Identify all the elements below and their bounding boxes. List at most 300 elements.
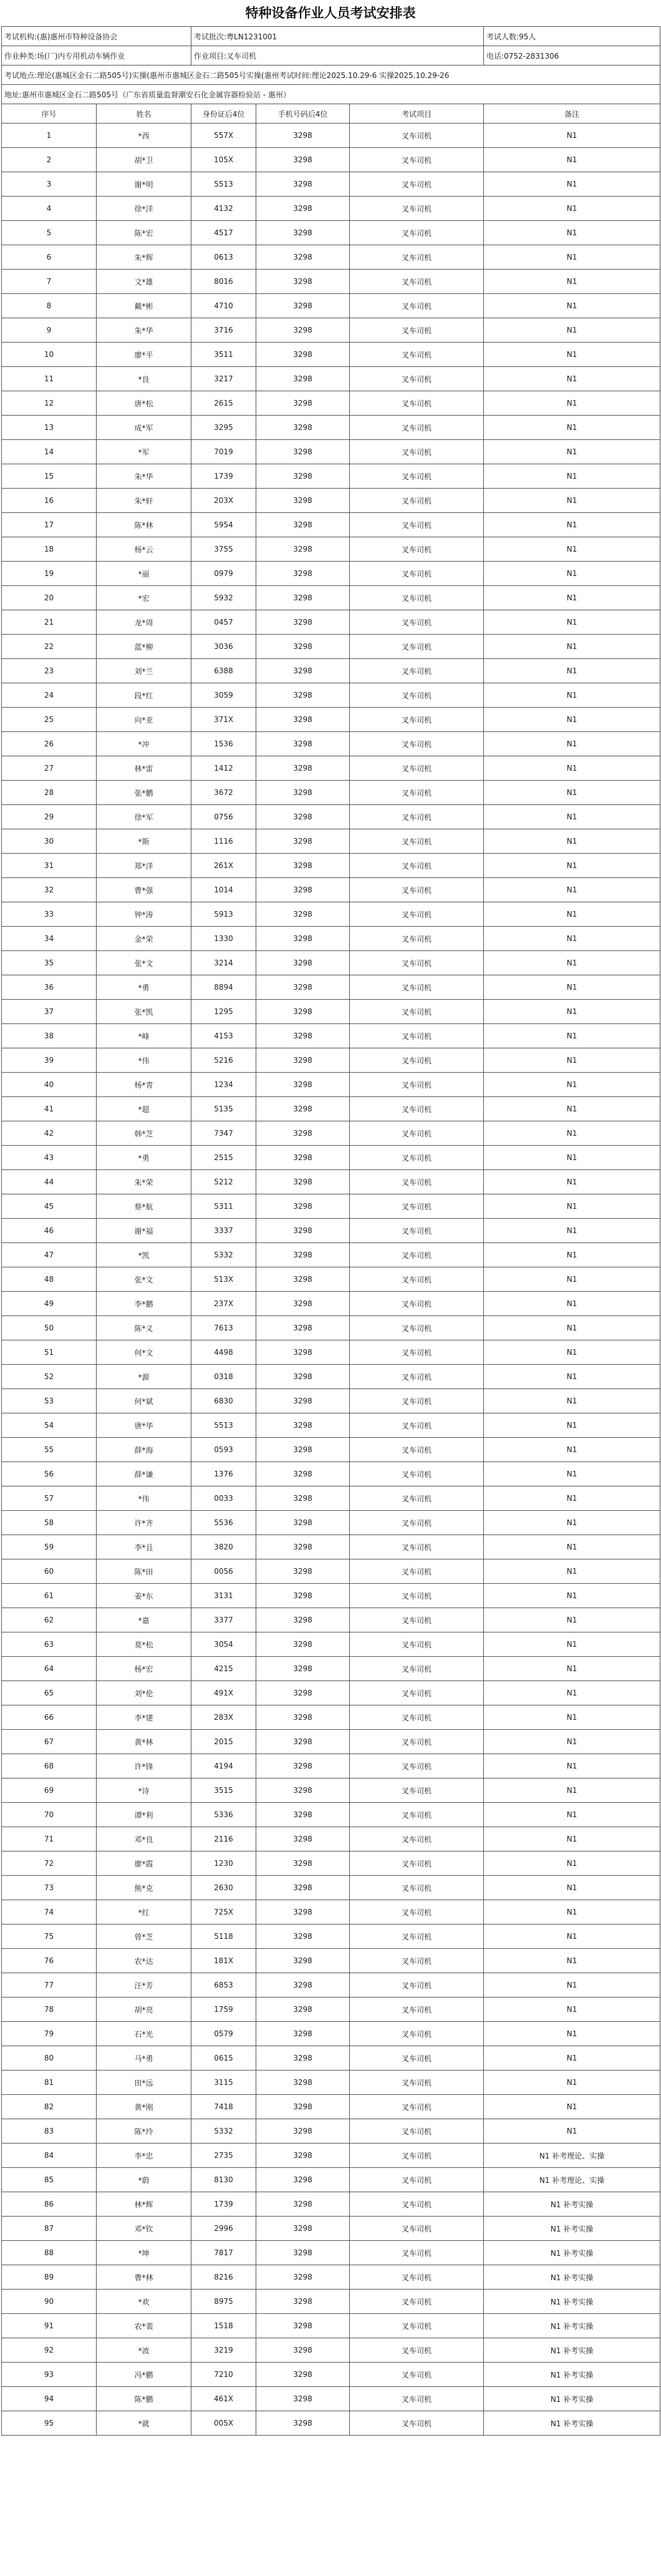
row-number: 76 bbox=[2, 1949, 97, 1973]
row-name: 谢*明 bbox=[97, 172, 191, 197]
row-remark: N1 bbox=[484, 416, 660, 440]
row-id-last4: 5513 bbox=[191, 1413, 256, 1438]
row-remark: N1 bbox=[484, 1486, 660, 1511]
row-name: *峰 bbox=[97, 1024, 191, 1048]
row-number: 36 bbox=[2, 975, 97, 1000]
row-project: 叉车司机 bbox=[350, 367, 484, 391]
row-number: 23 bbox=[2, 659, 97, 683]
row-remark: N1 bbox=[484, 1535, 660, 1559]
row-number: 39 bbox=[2, 1048, 97, 1073]
exam-batch: 考试批次:粤LN1231001 bbox=[191, 27, 484, 46]
row-remark: N1 bbox=[484, 124, 660, 148]
table-row bbox=[2, 1048, 660, 1073]
row-phone-last4: 3298 bbox=[256, 367, 350, 391]
row-phone-last4: 3298 bbox=[256, 2387, 350, 2411]
row-name: 戴*彬 bbox=[97, 294, 191, 318]
row-phone-last4: 3298 bbox=[256, 1778, 350, 1803]
row-phone-last4: 3298 bbox=[256, 124, 350, 148]
table-row bbox=[2, 1121, 660, 1146]
row-phone-last4: 3298 bbox=[256, 416, 350, 440]
row-id-last4: 0318 bbox=[191, 1365, 256, 1389]
row-id-last4: 6853 bbox=[191, 1973, 256, 1998]
row-remark: N1 bbox=[484, 172, 660, 197]
row-project: 叉车司机 bbox=[350, 1097, 484, 1121]
row-phone-last4: 3298 bbox=[256, 1827, 350, 1852]
table-row bbox=[2, 1803, 660, 1827]
row-name: *就 bbox=[97, 2411, 191, 2436]
table-row bbox=[2, 1827, 660, 1852]
row-phone-last4: 3298 bbox=[256, 1121, 350, 1146]
row-remark: N1 bbox=[484, 610, 660, 635]
row-number: 65 bbox=[2, 1681, 97, 1705]
row-id-last4: 3054 bbox=[191, 1632, 256, 1657]
col-header-phone: 手机号码后4位 bbox=[256, 104, 350, 124]
row-project: 叉车司机 bbox=[350, 2411, 484, 2436]
table-row bbox=[2, 391, 660, 416]
table-row bbox=[2, 1925, 660, 1949]
row-phone-last4: 3298 bbox=[256, 756, 350, 781]
row-name: 李*且 bbox=[97, 1535, 191, 1559]
row-id-last4: 261X bbox=[191, 854, 256, 878]
table-row bbox=[2, 172, 660, 197]
row-project: 叉车司机 bbox=[350, 294, 484, 318]
row-name: 农*达 bbox=[97, 1949, 191, 1973]
row-phone-last4: 3298 bbox=[256, 2411, 350, 2436]
table-row bbox=[2, 683, 660, 708]
row-number: 95 bbox=[2, 2411, 97, 2436]
row-project: 叉车司机 bbox=[350, 1949, 484, 1973]
row-phone-last4: 3298 bbox=[256, 586, 350, 610]
row-name: 廖*平 bbox=[97, 343, 191, 367]
row-name: 李*鹏 bbox=[97, 1292, 191, 1316]
row-project: 叉车司机 bbox=[350, 1511, 484, 1535]
row-name: 杨*宏 bbox=[97, 1657, 191, 1681]
row-number: 49 bbox=[2, 1292, 97, 1316]
row-number: 33 bbox=[2, 902, 97, 927]
table-row bbox=[2, 635, 660, 659]
row-project: 叉车司机 bbox=[350, 1730, 484, 1754]
table-row bbox=[2, 318, 660, 343]
row-id-last4: 5135 bbox=[191, 1097, 256, 1121]
row-name: 龙*周 bbox=[97, 610, 191, 635]
row-id-last4: 3059 bbox=[191, 683, 256, 708]
row-number: 64 bbox=[2, 1657, 97, 1681]
row-project: 叉车司机 bbox=[350, 2144, 484, 2168]
row-id-last4: 3672 bbox=[191, 781, 256, 805]
row-name: *冲 bbox=[97, 732, 191, 756]
row-number: 93 bbox=[2, 2363, 97, 2387]
row-phone-last4: 3298 bbox=[256, 1340, 350, 1365]
row-number: 91 bbox=[2, 2314, 97, 2338]
row-remark: N1 bbox=[484, 1073, 660, 1097]
row-remark: N1 bbox=[484, 2022, 660, 2046]
row-name: 成*军 bbox=[97, 416, 191, 440]
row-remark: N1 bbox=[484, 1657, 660, 1681]
row-remark: N1 补考实操 bbox=[484, 2363, 660, 2387]
row-project: 叉车司机 bbox=[350, 635, 484, 659]
row-phone-last4: 3298 bbox=[256, 2290, 350, 2314]
row-id-last4: 237X bbox=[191, 1292, 256, 1316]
table-row bbox=[2, 854, 660, 878]
row-id-last4: 1412 bbox=[191, 756, 256, 781]
row-number: 42 bbox=[2, 1121, 97, 1146]
row-number: 37 bbox=[2, 1000, 97, 1024]
col-header-no: 序号 bbox=[2, 104, 97, 124]
row-project: 叉车司机 bbox=[350, 2022, 484, 2046]
row-id-last4: 0579 bbox=[191, 2022, 256, 2046]
row-number: 48 bbox=[2, 1267, 97, 1292]
row-name: 杨*青 bbox=[97, 1073, 191, 1097]
row-id-last4: 7347 bbox=[191, 1121, 256, 1146]
row-phone-last4: 3298 bbox=[256, 1170, 350, 1194]
row-name: 许*锋 bbox=[97, 1754, 191, 1778]
row-remark: N1 补考实操 bbox=[484, 2387, 660, 2411]
row-phone-last4: 3298 bbox=[256, 1048, 350, 1073]
row-name: 石*光 bbox=[97, 2022, 191, 2046]
row-number: 81 bbox=[2, 2071, 97, 2095]
row-id-last4: 5332 bbox=[191, 2119, 256, 2144]
table-row bbox=[2, 2192, 660, 2217]
row-id-last4: 0457 bbox=[191, 610, 256, 635]
row-name: *凯 bbox=[97, 1243, 191, 1267]
table-row bbox=[2, 2241, 660, 2265]
row-id-last4: 725X bbox=[191, 1900, 256, 1925]
row-id-last4: 2630 bbox=[191, 1876, 256, 1900]
row-id-last4: 5913 bbox=[191, 902, 256, 927]
row-number: 52 bbox=[2, 1365, 97, 1389]
row-id-last4: 4710 bbox=[191, 294, 256, 318]
table-row bbox=[2, 1340, 660, 1365]
row-phone-last4: 3298 bbox=[256, 610, 350, 635]
row-number: 43 bbox=[2, 1146, 97, 1170]
col-header-project: 考试项目 bbox=[350, 104, 484, 124]
row-remark: N1 补考实操 bbox=[484, 2192, 660, 2217]
row-phone-last4: 3298 bbox=[256, 1413, 350, 1438]
row-id-last4: 8130 bbox=[191, 2168, 256, 2192]
row-project: 叉车司机 bbox=[350, 1243, 484, 1267]
row-number: 68 bbox=[2, 1754, 97, 1778]
table-row bbox=[2, 2095, 660, 2119]
row-id-last4: 0756 bbox=[191, 805, 256, 829]
row-project: 叉车司机 bbox=[350, 440, 484, 464]
row-phone-last4: 3298 bbox=[256, 1194, 350, 1219]
row-remark: N1 bbox=[484, 1584, 660, 1608]
row-number: 62 bbox=[2, 1608, 97, 1632]
row-project: 叉车司机 bbox=[350, 2338, 484, 2363]
row-project: 叉车司机 bbox=[350, 1608, 484, 1632]
row-number: 28 bbox=[2, 781, 97, 805]
row-phone-last4: 3298 bbox=[256, 2241, 350, 2265]
row-name: 刘*伦 bbox=[97, 1681, 191, 1705]
row-phone-last4: 3298 bbox=[256, 1000, 350, 1024]
row-number: 3 bbox=[2, 172, 97, 197]
row-phone-last4: 3298 bbox=[256, 1705, 350, 1730]
table-row bbox=[2, 1973, 660, 1998]
row-project: 叉车司机 bbox=[350, 197, 484, 221]
row-id-last4: 1014 bbox=[191, 878, 256, 902]
row-remark: N1 补考理论、实操 bbox=[484, 2168, 660, 2192]
table-row bbox=[2, 1778, 660, 1803]
row-id-last4: 1376 bbox=[191, 1462, 256, 1486]
row-id-last4: 1739 bbox=[191, 2192, 256, 2217]
table-row bbox=[2, 659, 660, 683]
table-row bbox=[2, 1438, 660, 1462]
row-phone-last4: 3298 bbox=[256, 1438, 350, 1462]
row-project: 叉车司机 bbox=[350, 2314, 484, 2338]
row-phone-last4: 3298 bbox=[256, 2168, 350, 2192]
row-number: 2 bbox=[2, 148, 97, 172]
row-project: 叉车司机 bbox=[350, 732, 484, 756]
row-id-last4: 5336 bbox=[191, 1803, 256, 1827]
row-remark: N1 bbox=[484, 927, 660, 951]
row-project: 叉车司机 bbox=[350, 708, 484, 732]
row-name: 邓*钦 bbox=[97, 2217, 191, 2241]
exam-org: 考试机构:(惠)惠州市特种设备协会 bbox=[2, 27, 191, 46]
row-remark: N1 bbox=[484, 1000, 660, 1024]
table-row bbox=[2, 586, 660, 610]
table-row bbox=[2, 1146, 660, 1170]
row-name: 林*辉 bbox=[97, 2192, 191, 2217]
row-project: 叉车司机 bbox=[350, 1681, 484, 1705]
row-phone-last4: 3298 bbox=[256, 197, 350, 221]
row-remark: N1 bbox=[484, 659, 660, 683]
row-project: 叉车司机 bbox=[350, 951, 484, 975]
row-remark: N1 bbox=[484, 854, 660, 878]
row-number: 78 bbox=[2, 1998, 97, 2022]
row-name: 黄*林 bbox=[97, 1730, 191, 1754]
row-phone-last4: 3298 bbox=[256, 1267, 350, 1292]
row-name: 马*勇 bbox=[97, 2046, 191, 2071]
row-project: 叉车司机 bbox=[350, 513, 484, 537]
row-id-last4: 4215 bbox=[191, 1657, 256, 1681]
row-phone-last4: 3298 bbox=[256, 440, 350, 464]
row-phone-last4: 3298 bbox=[256, 1900, 350, 1925]
table-row bbox=[2, 2265, 660, 2290]
row-id-last4: 3217 bbox=[191, 367, 256, 391]
row-remark: N1 bbox=[484, 1511, 660, 1535]
row-remark: N1 bbox=[484, 562, 660, 586]
row-remark: N1 bbox=[484, 1389, 660, 1413]
row-id-last4: 4132 bbox=[191, 197, 256, 221]
row-id-last4: 4153 bbox=[191, 1024, 256, 1048]
row-project: 叉车司机 bbox=[350, 1073, 484, 1097]
row-number: 6 bbox=[2, 245, 97, 270]
row-number: 90 bbox=[2, 2290, 97, 2314]
row-phone-last4: 3298 bbox=[256, 1803, 350, 1827]
row-name: *丽 bbox=[97, 562, 191, 586]
table-row bbox=[2, 245, 660, 270]
table-row bbox=[2, 464, 660, 489]
row-name: 陈*田 bbox=[97, 1559, 191, 1584]
row-name: 陈*义 bbox=[97, 1316, 191, 1340]
row-number: 1 bbox=[2, 124, 97, 148]
row-id-last4: 1234 bbox=[191, 1073, 256, 1097]
row-name: *斯 bbox=[97, 829, 191, 854]
row-name: 薛*海 bbox=[97, 1438, 191, 1462]
table-row bbox=[2, 562, 660, 586]
row-number: 35 bbox=[2, 951, 97, 975]
row-phone-last4: 3298 bbox=[256, 2265, 350, 2290]
row-name: 蓝*柳 bbox=[97, 635, 191, 659]
row-number: 20 bbox=[2, 586, 97, 610]
table-row bbox=[2, 489, 660, 513]
row-number: 82 bbox=[2, 2095, 97, 2119]
row-name: 蔡*航 bbox=[97, 1194, 191, 1219]
row-number: 72 bbox=[2, 1852, 97, 1876]
row-phone-last4: 3298 bbox=[256, 270, 350, 294]
row-number: 46 bbox=[2, 1219, 97, 1243]
table-row bbox=[2, 1681, 660, 1705]
table-row bbox=[2, 1511, 660, 1535]
row-name: *源 bbox=[97, 1365, 191, 1389]
row-project: 叉车司机 bbox=[350, 2071, 484, 2095]
row-number: 17 bbox=[2, 513, 97, 537]
row-project: 叉车司机 bbox=[350, 391, 484, 416]
table-row bbox=[2, 1657, 660, 1681]
row-phone-last4: 3298 bbox=[256, 1073, 350, 1097]
row-number: 19 bbox=[2, 562, 97, 586]
row-remark: N1 bbox=[484, 1243, 660, 1267]
row-id-last4: 5332 bbox=[191, 1243, 256, 1267]
row-project: 叉车司机 bbox=[350, 2387, 484, 2411]
table-row bbox=[2, 294, 660, 318]
col-header-remark: 备注 bbox=[484, 104, 660, 124]
row-id-last4: 3115 bbox=[191, 2071, 256, 2095]
row-phone-last4: 3298 bbox=[256, 1316, 350, 1340]
row-project: 叉车司机 bbox=[350, 2192, 484, 2217]
row-remark: N1 bbox=[484, 1462, 660, 1486]
row-id-last4: 461X bbox=[191, 2387, 256, 2411]
row-number: 60 bbox=[2, 1559, 97, 1584]
row-project: 叉车司机 bbox=[350, 805, 484, 829]
row-remark: N1 bbox=[484, 635, 660, 659]
row-number: 80 bbox=[2, 2046, 97, 2071]
row-project: 叉车司机 bbox=[350, 1121, 484, 1146]
row-remark: N1 bbox=[484, 318, 660, 343]
row-project: 叉车司机 bbox=[350, 1413, 484, 1438]
row-phone-last4: 3298 bbox=[256, 245, 350, 270]
row-phone-last4: 3298 bbox=[256, 2363, 350, 2387]
row-remark: N1 补考实操 bbox=[484, 2241, 660, 2265]
row-name: 朱*辉 bbox=[97, 245, 191, 270]
row-name: 郑*洋 bbox=[97, 854, 191, 878]
row-project: 叉车司机 bbox=[350, 1535, 484, 1559]
row-phone-last4: 3298 bbox=[256, 878, 350, 902]
row-name: 田*远 bbox=[97, 2071, 191, 2095]
row-number: 4 bbox=[2, 197, 97, 221]
row-number: 63 bbox=[2, 1632, 97, 1657]
row-id-last4: 3219 bbox=[191, 2338, 256, 2363]
row-remark: N1 bbox=[484, 781, 660, 805]
row-remark: N1 bbox=[484, 1219, 660, 1243]
row-phone-last4: 3298 bbox=[256, 2022, 350, 2046]
row-id-last4: 6830 bbox=[191, 1389, 256, 1413]
row-project: 叉车司机 bbox=[350, 1925, 484, 1949]
table-row bbox=[2, 1584, 660, 1608]
row-phone-last4: 3298 bbox=[256, 562, 350, 586]
row-remark: N1 补考实操 bbox=[484, 2411, 660, 2436]
row-id-last4: 2996 bbox=[191, 2217, 256, 2241]
row-project: 叉车司机 bbox=[350, 1170, 484, 1194]
row-id-last4: 1536 bbox=[191, 732, 256, 756]
row-phone-last4: 3298 bbox=[256, 1876, 350, 1900]
row-name: 朱*华 bbox=[97, 318, 191, 343]
row-phone-last4: 3298 bbox=[256, 2119, 350, 2144]
row-phone-last4: 3298 bbox=[256, 1292, 350, 1316]
row-number: 77 bbox=[2, 1973, 97, 1998]
row-project: 叉车司机 bbox=[350, 2168, 484, 2192]
row-project: 叉车司机 bbox=[350, 489, 484, 513]
table-row bbox=[2, 2022, 660, 2046]
table-row bbox=[2, 1535, 660, 1559]
row-name: 姜*东 bbox=[97, 1584, 191, 1608]
table-row bbox=[2, 732, 660, 756]
table-row bbox=[2, 1730, 660, 1754]
row-number: 8 bbox=[2, 294, 97, 318]
row-remark: N1 bbox=[484, 878, 660, 902]
row-number: 87 bbox=[2, 2217, 97, 2241]
row-project: 叉车司机 bbox=[350, 1900, 484, 1925]
row-remark: N1 bbox=[484, 586, 660, 610]
row-phone-last4: 3298 bbox=[256, 951, 350, 975]
row-project: 叉车司机 bbox=[350, 2095, 484, 2119]
row-project: 叉车司机 bbox=[350, 2290, 484, 2314]
row-id-last4: 005X bbox=[191, 2411, 256, 2436]
row-remark: N1 bbox=[484, 805, 660, 829]
row-remark: N1 bbox=[484, 1852, 660, 1876]
contact-phone: 电话:0752-2831306 bbox=[484, 46, 660, 66]
row-id-last4: 3820 bbox=[191, 1535, 256, 1559]
row-number: 38 bbox=[2, 1024, 97, 1048]
row-phone-last4: 3298 bbox=[256, 2046, 350, 2071]
row-id-last4: 5536 bbox=[191, 1511, 256, 1535]
row-id-last4: 7210 bbox=[191, 2363, 256, 2387]
row-name: 胡*卫 bbox=[97, 148, 191, 172]
row-project: 叉车司机 bbox=[350, 172, 484, 197]
row-name: 曾*芝 bbox=[97, 1925, 191, 1949]
row-remark: N1 bbox=[484, 1365, 660, 1389]
table-row bbox=[2, 829, 660, 854]
exam-address: 地址:惠州市惠城区金石二路505号（广东省质量监督潮安石化金属容器检验站 - 惠州） bbox=[2, 85, 660, 104]
table-row bbox=[2, 1486, 660, 1511]
info-row-4 bbox=[2, 85, 660, 104]
row-number: 14 bbox=[2, 440, 97, 464]
row-remark: N1 bbox=[484, 1730, 660, 1754]
row-project: 叉车司机 bbox=[350, 610, 484, 635]
row-remark: N1 bbox=[484, 1121, 660, 1146]
table-row bbox=[2, 2144, 660, 2168]
row-remark: N1 bbox=[484, 270, 660, 294]
row-project: 叉车司机 bbox=[350, 1048, 484, 1073]
row-name: 李*建 bbox=[97, 1705, 191, 1730]
row-remark: N1 bbox=[484, 1925, 660, 1949]
row-name: 何*文 bbox=[97, 1340, 191, 1365]
row-phone-last4: 3298 bbox=[256, 2144, 350, 2168]
row-name: 张*鹏 bbox=[97, 781, 191, 805]
row-phone-last4: 3298 bbox=[256, 659, 350, 683]
row-remark: N1 bbox=[484, 1097, 660, 1121]
row-project: 叉车司机 bbox=[350, 221, 484, 245]
row-remark: N1 bbox=[484, 2095, 660, 2119]
row-number: 58 bbox=[2, 1511, 97, 1535]
row-phone-last4: 3298 bbox=[256, 1024, 350, 1048]
row-number: 26 bbox=[2, 732, 97, 756]
row-id-last4: 2015 bbox=[191, 1730, 256, 1754]
table-row bbox=[2, 1170, 660, 1194]
table-row bbox=[2, 2071, 660, 2095]
row-phone-last4: 3298 bbox=[256, 1097, 350, 1121]
row-remark: N1 bbox=[484, 197, 660, 221]
